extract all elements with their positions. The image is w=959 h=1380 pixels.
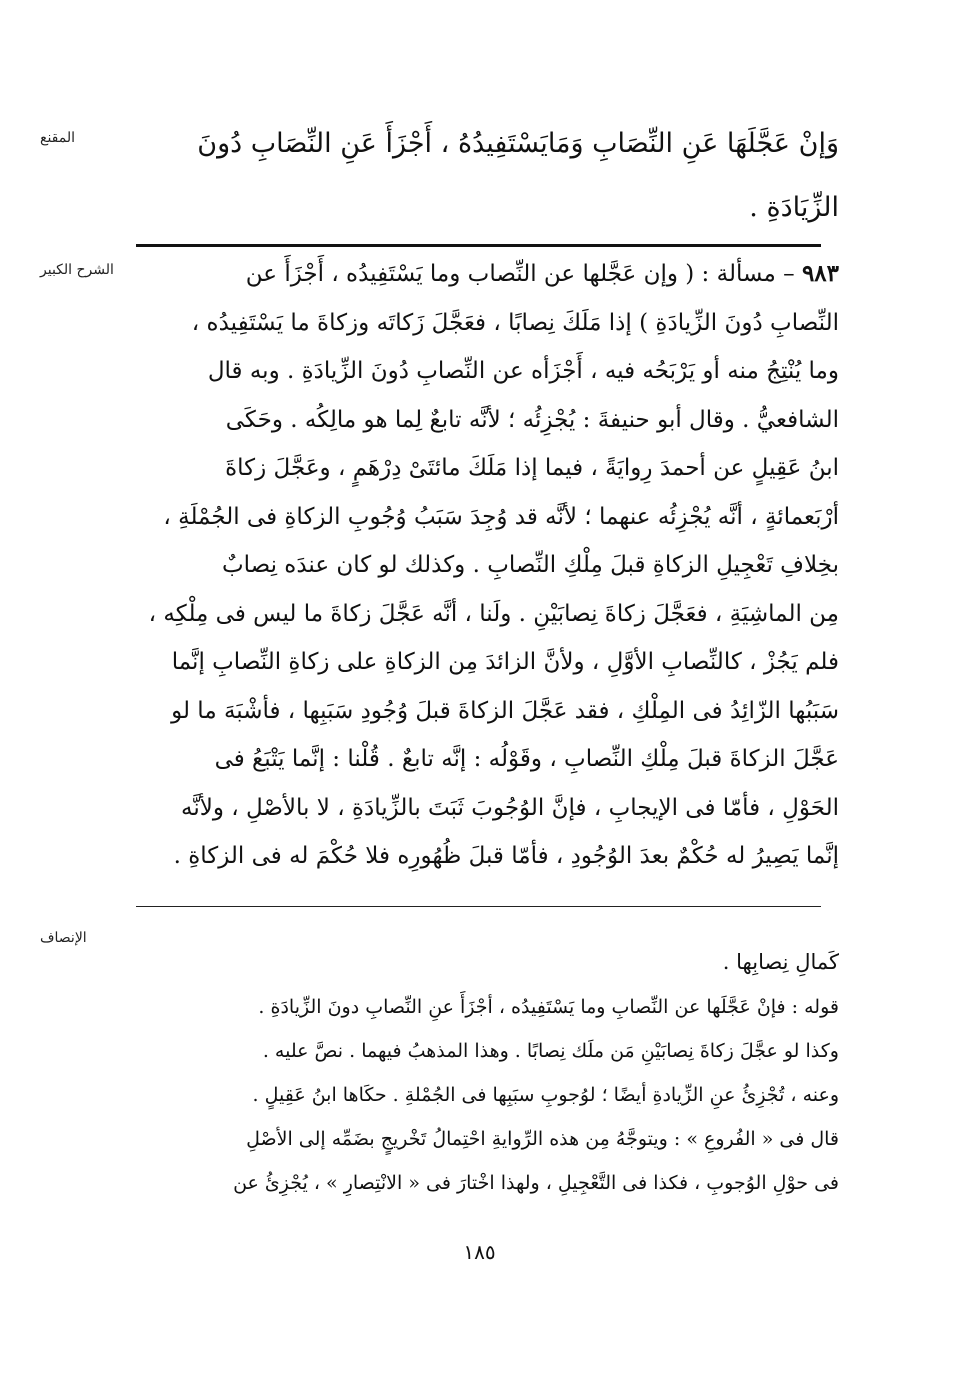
sharh-line: فلم يَجُزْ ، كالنِّصابِ الأوَّلِ ، ولأنَّ الزائدَ مِن الزكاةِ على زكاةِ النِّصابِ إنَّما <box>171 649 839 675</box>
sharh-line: مِن الماشِيَةِ ، فعَجَّلَ زكاةَ نِصابَيْنِ . ولَنا ، أنَّه عَجَّلَ زكاةَ ما ليس فى مِلْكِه ، <box>148 600 839 627</box>
insaf-line: فى حوْلِ الوُجوبِ ، فكذا فى التَّعْجِيلِ ، ولهذا اخْتارَ فى « الانْتِصارِ » ، يُجْزِئُ عن <box>233 1172 839 1194</box>
sharh-line: عَجَّلَ الزكاةَ قبلَ مِلْكِ النِّصابِ ، وقَوْلُه : إنَّه تابعٌ . قُلْنا : إنَّما يَتْبَعُ فى <box>214 746 839 772</box>
muqni-line: الزِّيَادَةِ . <box>749 192 839 223</box>
muqni-text <box>140 112 839 240</box>
sharh-first-line: – مسألة : ( وإن عَجَّلها عن النِّصاب وما يَسْتَفِيدُه ، أَجْزَأَ عن <box>245 261 795 287</box>
insaf-text <box>140 985 839 1205</box>
section-divider <box>136 244 821 247</box>
sharh-line <box>140 250 839 299</box>
sharh-label: الشرح الكبير <box>40 262 114 278</box>
sharh-line: إنَّما يَصِيرُ له حُكْمٌ بعدَ الوُجُودِ ، فأمّا قبلَ ظُهُورِه فلا حُكْمَ له فى الزكاةِ . <box>173 843 839 869</box>
insaf-line: وكذا لو عجَّلَ زكاةَ نِصابَيْنِ مَن ملَك نِصابًا . وهذا المذهبُ فيهما . نصَّ عليه . <box>262 1040 839 1062</box>
sharh-line: الشافعيُّ . وقال أبو حنيفةَ : يُجْزِئُه ؛ لأنَّه تابعٌ لِما هو مالِكُه . وحَكَى <box>225 406 839 433</box>
sharh-line: بخِلافِ تَعْجِيلِ الزكاةِ قبلَ مِلْكِ النِّصابِ . وكذلك لو كان عندَه نِصابٌ <box>221 552 839 578</box>
muqni-label: المقنع <box>40 130 76 146</box>
sharh-line: النِّصابِ دُونَ الزِّيادَةِ ) إذا مَلَكَ نِصابًا ، فعَجَّلَ زَكاتَه وزكاةَ ما يَسْتَفِيدُه ، <box>191 309 839 336</box>
muqni-line: وَإنْ عَجَّلَهَا عَنِ النِّصَابِ وَمَايَسْتَفِيدُهُ ، أَجْزَأَ عَنِ النِّصَابِ دُونَ <box>197 128 839 159</box>
sharh-line: الحَوْلِ ، فأمّا فى الإيجابِ ، فإنَّ الوُجُوبَ ثَبَتَ بالزِّيادَةِ ، لا بالأصْلِ ، ولأنَّه <box>180 794 839 821</box>
insaf-intro-line: كَمالِ نِصابِها . <box>722 950 839 974</box>
insaf-line: قال فى « الفُروعِ » : ويتوجَّهُ مِن هذه الرِّوايةِ احْتِمالُ تَخْريجٍ بضَمِّه إلى الأصْلِ <box>246 1128 839 1150</box>
footnote-divider <box>136 906 821 907</box>
insaf-label: الإنصاف <box>40 930 87 946</box>
insaf-intro <box>140 940 839 985</box>
issue-number: ٩٨٣ <box>801 260 839 287</box>
insaf-line: قوله : فإنْ عَجَّلَها عن النِّصابِ وما يَسْتَفِيدُه ، أجْزَأَ عنِ النِّصابِ دونَ الزِّيادَةِ . <box>258 996 839 1018</box>
sharh-line: أرْبَعمائةٍ ، أنَّه يُجْزِئُه عنهما ؛ لأنَّه قد وُجِدَ سَبَبُ وُجُوبِ الزكاةِ فى الجُمْلَةِ ، <box>163 503 839 530</box>
sharh-text <box>140 250 839 881</box>
sharh-line: وما يُنْتِجُ منه أو يَرْبَحُه فيه ، أَجْزَأه عن النِّصابِ دُونَ الزِّيادَةِ . وبه قال <box>207 358 839 384</box>
insaf-line: وعنه ، تُجْزِئُ عنِ الزِّيادةِ أيضًا ؛ لوُجوبِ سبَبِها فى الجُمْلةِ . حكَاها ابنُ عَقِيلٍ . <box>252 1084 839 1106</box>
sharh-line: سَبَبُها الزّائِدُ فى المِلْكِ ، فقد عَجَّلَ الزكاةَ قبلَ وُجُودِ سَبَبِها ، فأشْبَهَ ما لو <box>171 697 839 724</box>
page-number: ١٨٥ <box>463 1240 496 1264</box>
sharh-line: ابنُ عَقِيلٍ عن أحمدَ رِوايَةً ، فيما إذا مَلَكَ مائتَىْ دِرْهَمٍ ، وعَجَّلَ زكاةَ <box>225 455 839 481</box>
